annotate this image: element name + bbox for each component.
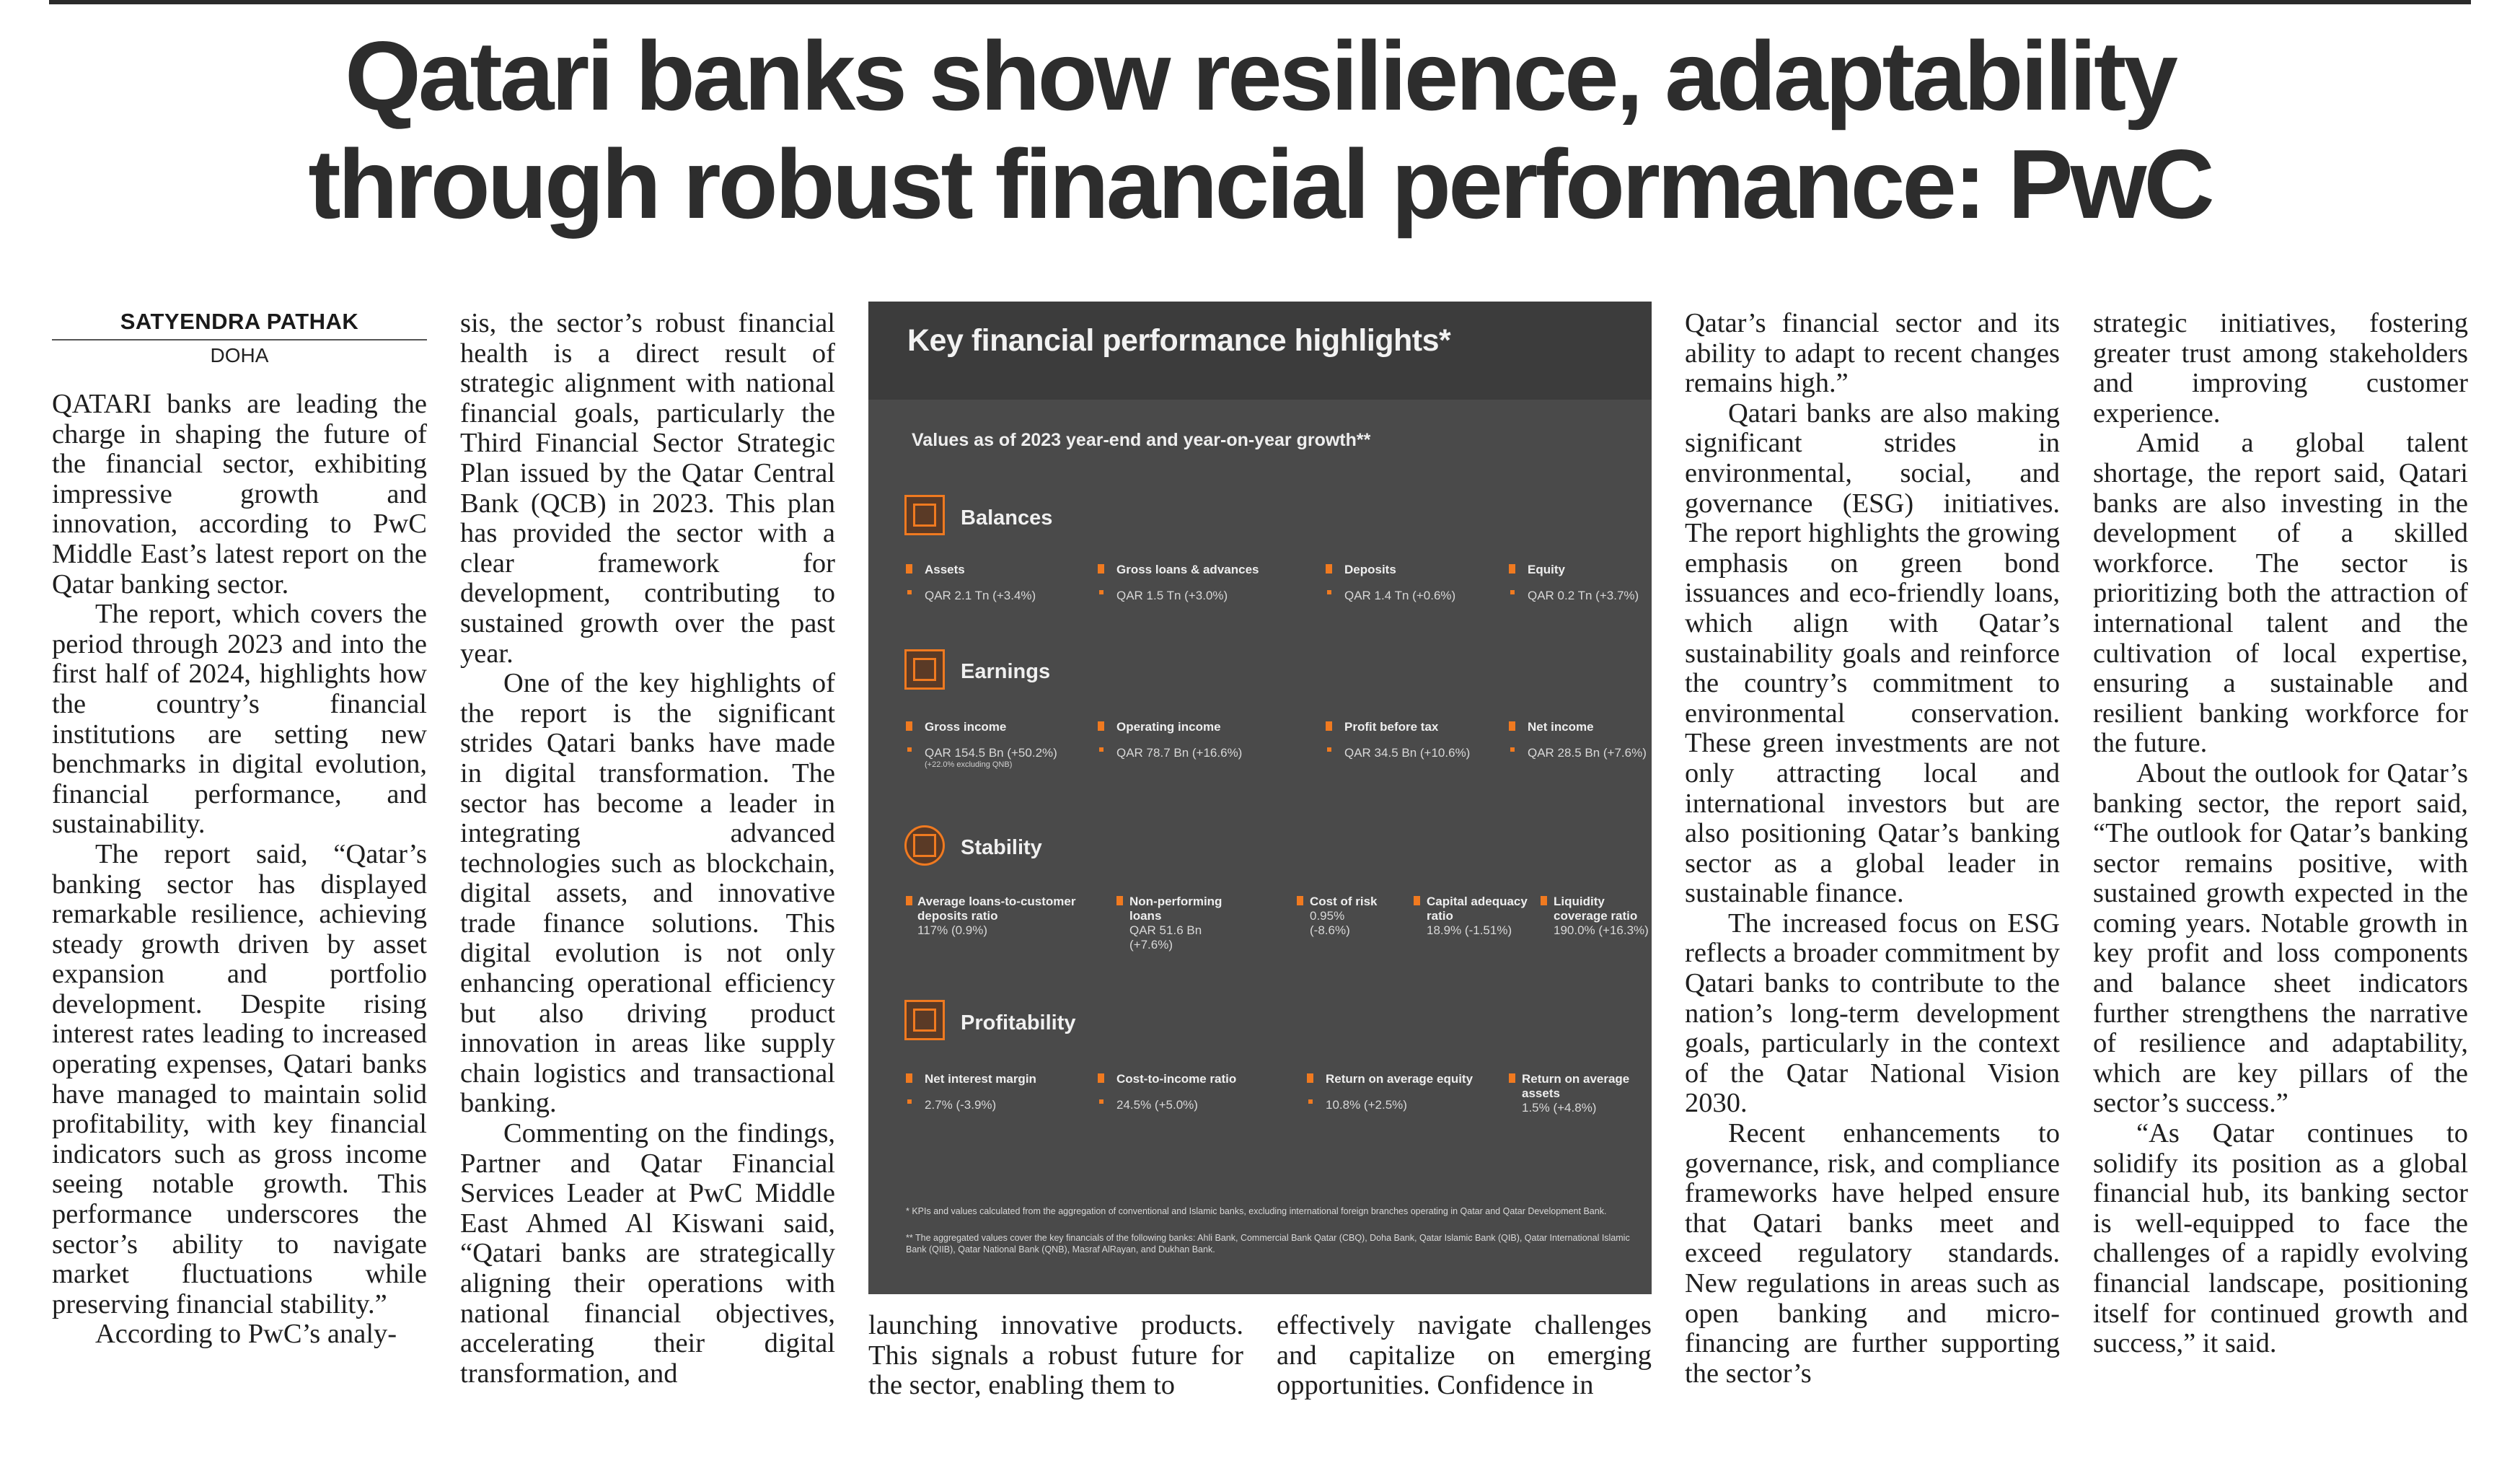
kpi-label: Non-performing loans — [1129, 895, 1222, 923]
kpi-label: Net income — [1528, 720, 1594, 734]
kpi-value: 2.7% (-3.9%) — [925, 1098, 997, 1112]
article-column-5 — [1685, 309, 2060, 1389]
kpi-value: 117% (0.9%) — [917, 923, 988, 937]
kpi-capital-adequacy-ratio — [1414, 895, 1529, 938]
kpi-net-income — [1509, 720, 1652, 760]
dateline: DOHA — [210, 344, 269, 366]
kpi-return-on-average-assets — [1509, 1072, 1639, 1115]
article-column-3 — [868, 1311, 1243, 1401]
kpi-value: 10.8% (+2.5%) — [1326, 1098, 1407, 1112]
kpi-value: QAR 78.7 Bn (+16.6%) — [1116, 746, 1243, 760]
kpi-value: QAR 2.1 Tn (+3.4%) — [925, 589, 1036, 602]
kpi-label: Gross loans & advances — [1116, 563, 1259, 576]
paragraph: launching innovative products. This signals a robust future for the sector, enabling them to — [868, 1310, 1243, 1401]
kpi-value: QAR 28.5 Bn (+7.6%) — [1528, 746, 1647, 760]
paragraph: Qatari banks are also making significant strides in environmental, social, and governance (ESG) initiatives. The report highlights the growing emphasis on green bond issuances and eco-friendly loans, which align with Qatar’s sustainability goals and reinforce the country’s commitment to environmental conservation. These green investments are not only attracting local and international investors but are also positioning Qatar’s banking sector as a global leader in sustainable finance. — [1685, 397, 2060, 909]
article-column-4 — [1277, 1311, 1652, 1401]
kpi-return-on-average-equity — [1307, 1072, 1509, 1112]
infographic-subtitle: Values as of 2023 year-end and year-on-year growth** — [912, 430, 1371, 450]
bank-icon — [904, 495, 945, 535]
kpi-note: (+22.0% excluding QNB) — [925, 760, 1013, 769]
paragraph: The report, which covers the period through 2023 and into the first half of 2024, highlights how the country’s financial institutions are setting new benchmarks in digital evolution, financial performance, and sustainability. — [52, 599, 427, 840]
section-title-profitability: Profitability — [961, 1011, 1076, 1034]
headline-line-2: through robust financial performance: PwC — [308, 129, 2212, 239]
kpi-label: Assets — [925, 563, 965, 576]
paragraph: Commenting on the findings, Partner and Qatar Financial Services Leader at PwC Middle East Ahmed Al Kiswani said, “Qatari banks are strategically aligning their operations with national financial objectives, accelerating their digital transformation, and — [460, 1118, 835, 1389]
paragraph: strategic initiatives, fostering greater trust among stakeholders and improving customer experience. — [2093, 308, 2468, 429]
top-rule — [49, 0, 2471, 4]
kpi-value: QAR 34.5 Bn (+10.6%) — [1344, 746, 1471, 760]
kpi-label: Operating income — [1116, 720, 1221, 734]
kpi-value: QAR 1.4 Tn (+0.6%) — [1344, 589, 1456, 602]
paragraph: effectively navigate challenges and capitalize on emerging opportunities. Confidence in — [1277, 1310, 1652, 1401]
kpi-liquidity-coverage-ratio — [1541, 895, 1652, 938]
byline-author: SATYENDRA PATHAK — [52, 309, 427, 341]
paragraph: According to PwC’s analy- — [95, 1319, 397, 1350]
kpi-label: Cost of risk — [1310, 895, 1378, 908]
infographic-footnote: ** The aggregated values cover the key financials of the following banks: Ahli Bank, Commercial Bank Qatar (CBQ), Doha Bank, Qatar Islamic Bank (QIB), Qatar International Islamic Bank (QIIB), Qatar National Bank (QNB), Masraf AlRayan, and Dukhan Bank. — [906, 1233, 1630, 1255]
wallet-icon — [904, 649, 945, 690]
article-column-6 — [2093, 309, 2468, 1359]
section-title-stability: Stability — [961, 836, 1042, 859]
kpi-value: 1.5% (+4.8%) — [1522, 1101, 1597, 1115]
kpi-value: QAR 51.6 Bn (+7.6%) — [1129, 923, 1202, 952]
kpi-label: Capital adequacy ratio — [1427, 895, 1528, 923]
kpi-label: Deposits — [1344, 563, 1396, 576]
kpi-value: QAR 0.2 Tn (+3.7%) — [1528, 589, 1639, 602]
kpi-equity — [1509, 563, 1652, 603]
paragraph: The increased focus on ESG reflects a broader commitment by Qatari banks to contribute to the nation’s long-term development goals, particularly in the context of the Qatar National Vision 2030. — [1685, 908, 2060, 1119]
kpi-operating-income — [1098, 720, 1314, 760]
kpi-profit-before-tax — [1326, 720, 1499, 760]
kpi-assets — [906, 563, 1086, 603]
kpi-value: 0.95% (-8.6%) — [1310, 909, 1350, 937]
kpi-label: Net interest margin — [925, 1072, 1036, 1086]
kpi-gross-income — [906, 720, 1093, 770]
headline-line-1: Qatari banks show resilience, adaptability — [345, 21, 2175, 131]
kpi-value: QAR 154.5 Bn (+50.2%) — [925, 746, 1057, 760]
kpi-cost-of-risk — [1297, 895, 1383, 938]
kpi-label: Equity — [1528, 563, 1565, 576]
paragraph: sis, the sector’s robust financial health is a direct result of strategic alignment with national financial goals, particularly the Third Financial Sector Strategic Plan issued by the Qatar Central Bank (QCB) in 2023. This plan has provided the sector with a clear framework for development, contributing to sustained growth over the past year. — [460, 308, 835, 669]
kpi-value: 190.0% (+16.3%) — [1554, 923, 1649, 937]
kpi-label: Average loans-to-customer deposits ratio — [917, 895, 1076, 923]
kpi-label: Return on average equity — [1326, 1072, 1473, 1086]
section-title-balances: Balances — [961, 506, 1053, 530]
kpi-label: Return on average assets — [1522, 1072, 1630, 1100]
section-title-earnings: Earnings — [961, 660, 1051, 683]
infographic-title: Key financial performance highlights* — [907, 323, 1451, 358]
kpi-value: QAR 1.5 Tn (+3.0%) — [1116, 589, 1228, 602]
headline — [29, 22, 2491, 238]
kpi-net-interest-margin — [906, 1072, 1093, 1112]
paragraph: “As Qatar continues to solidify its position as a global financial hub, its banking sector is well-equipped to face the challenges of a rapidly evolving financial landscape, positioning itself for continued growth and success,” it said. — [2093, 1118, 2468, 1359]
kpi-label: Gross income — [925, 720, 1007, 734]
article-column-1 — [52, 309, 427, 1350]
kpi-label: Cost-to-income ratio — [1116, 1072, 1237, 1086]
kpi-loans-to-deposits-ratio — [906, 895, 1101, 938]
paragraph: One of the key highlights of the report is the significant strides Qatari banks have made in digital transformation. The sector has become a leader in integrating advanced technologies such as blockchain, digital assets, and innovative trade finance solutions. This digital evolution is not only enhancing operational efficiency but also driving product innovation in areas like supply chain logistics and transactional banking. — [460, 668, 835, 1119]
paragraph: Recent enhancements to governance, risk, and compliance frameworks have helped ensure that Qatari banks meet and exceed regulatory standards. New regulations in areas such as open banking and micro-financing are further supporting the sector’s — [1685, 1118, 2060, 1389]
network-icon — [904, 825, 945, 866]
article-column-2 — [460, 309, 835, 1389]
paragraph: Qatar’s financial sector and its ability to adapt to recent changes remains high.” — [1685, 308, 2060, 399]
kpi-label: Profit before tax — [1344, 720, 1439, 734]
infographic-footnote: * KPIs and values calculated from the aggregation of conventional and Islamic banks, excluding international foreign branches operating in Qatar and Qatar Development Bank. — [906, 1206, 1607, 1216]
kpi-gross-loans — [1098, 563, 1314, 603]
paragraph: About the outlook for Qatar’s banking sector, the report said, “The outlook for Qatar’s banking sector remains positive, with sustained growth expected in the coming years. Notable growth in key profit and loss components and balance sheet indicators further strengthens the narrative of resilience and adaptability, which are key pillars of the sector’s success.” — [2093, 757, 2468, 1119]
kpi-cost-to-income-ratio — [1098, 1072, 1307, 1112]
infographic-key-financial-highlights — [868, 302, 1652, 1294]
paragraph: Amid a global talent shortage, the report said, Qatari banks are also investing in the development of a skilled workforce. The sector is prioritizing both the attraction of international talent and the cultivation of local expertise, ensuring a sustainable and resilient banking workforce for the future. — [2093, 428, 2468, 759]
kpi-label: Liquidity coverage ratio — [1554, 895, 1638, 923]
kpi-value: 18.9% (-1.51%) — [1427, 923, 1512, 937]
kpi-deposits — [1326, 563, 1499, 603]
paragraph: The report said, “Qatar’s banking sector has displayed remarkable resilience, achieving steady growth driven by asset expansion and portfolio development. Despite rising interest rates leading to increased operating expenses, Qatari banks have managed to maintain solid profitability, with key financial indicators such as gross income seeing notable growth. This performance underscores the sector’s ability to navigate market fluctuations while preserving financial stability.” — [52, 838, 427, 1319]
paragraph: QATARI banks are leading the charge in shaping the future of the financial sector, exhibiting impressive growth and innovation, according to PwC Middle East’s latest report on the Qatar banking sector. — [52, 389, 427, 599]
growth-chart-icon — [904, 1000, 945, 1040]
kpi-non-performing-loans — [1116, 895, 1239, 952]
kpi-value: 24.5% (+5.0%) — [1116, 1098, 1198, 1112]
